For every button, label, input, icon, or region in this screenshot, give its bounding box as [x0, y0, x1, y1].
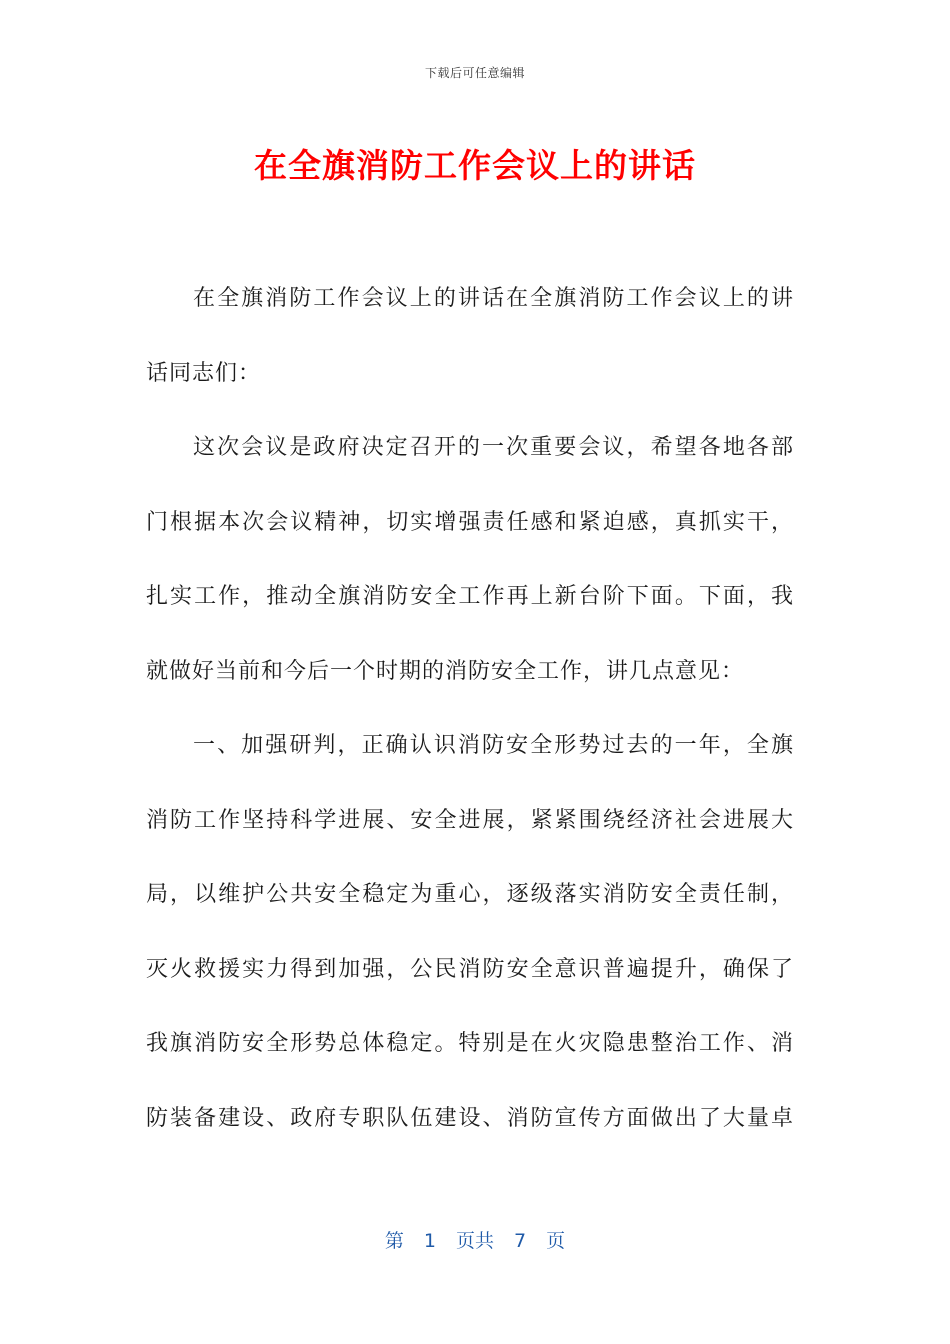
document-body	[146, 262, 794, 1156]
body-line-10: 灭火救援实力得到加强，公民消防安全意识普遍提升，确保了	[146, 956, 794, 982]
body-line-9: 局，以维护公共安全稳定为重心，逐级落实消防安全责任制，	[146, 882, 794, 907]
body-line-11: 我旗消防安全形势总体稳定。特别是在火灾隐患整治工作、消	[146, 1031, 794, 1056]
footer-middle: 页共	[455, 1230, 494, 1252]
body-line-6: 就做好当前和今后一个时期的消防安全工作，讲几点意见：	[146, 658, 745, 684]
body-line-8: 消防工作坚持科学进展、安全进展，紧紧围绕经济社会进展大	[146, 807, 794, 833]
footer-suffix: 页	[546, 1230, 566, 1252]
body-line-12: 防装备建设、政府专职队伍建设、消防宣传方面做出了大量卓	[146, 1105, 794, 1131]
body-line-5: 扎实工作，推动全旗消防安全工作再上新台阶下面。下面，我	[146, 584, 794, 609]
page-footer	[0, 1226, 950, 1253]
body-line-3: 这次会议是政府决定召开的一次重要会议，希望各地各部	[193, 435, 794, 460]
body-line-2: 话同志们：	[146, 360, 262, 386]
footer-prefix: 第	[384, 1230, 404, 1252]
body-line-4: 门根据本次会议精神，切实增强责任感和紧迫感，真抓实干，	[146, 509, 794, 535]
header-note: 下载后可任意编辑	[424, 66, 525, 80]
footer-current-page: 1	[423, 1230, 436, 1252]
body-line-7: 一、加强研判，正确认识消防安全形势过去的一年，全旗	[193, 733, 794, 758]
document-title: 在全旗消防工作会议上的讲话	[254, 146, 696, 185]
body-line-1: 在全旗消防工作会议上的讲话在全旗消防工作会议上的讲	[193, 286, 794, 311]
footer-total-pages: 7	[514, 1230, 527, 1252]
